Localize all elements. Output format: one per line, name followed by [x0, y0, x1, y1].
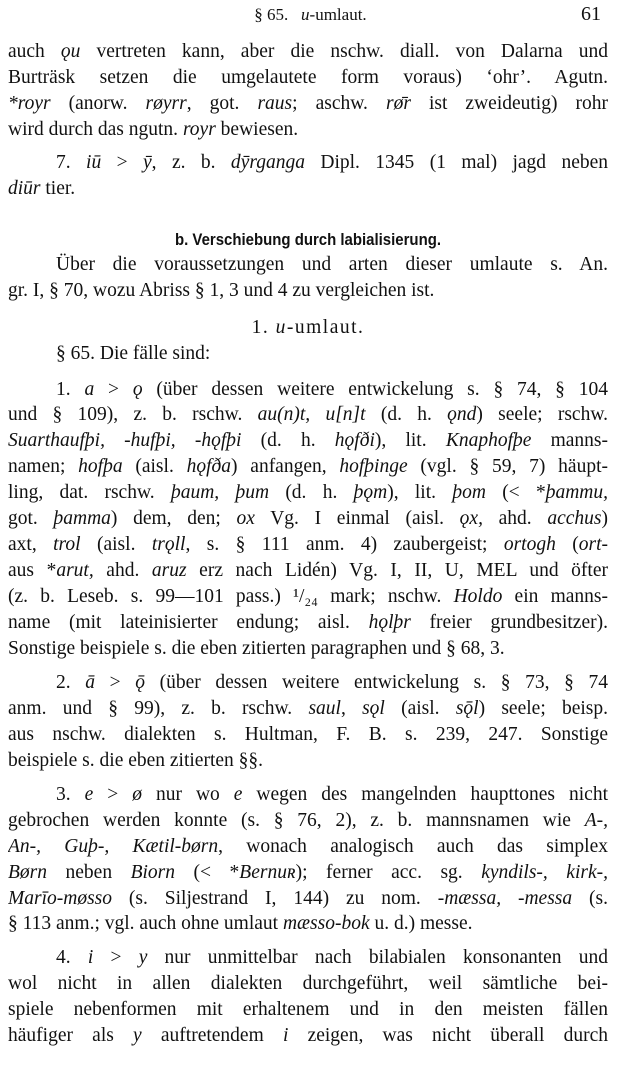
text-run: anm. und § 99), z. b. rschw. [8, 698, 309, 719]
text-run: ahd. [482, 508, 548, 529]
italic-run: An-, Guþ-, Kætil-børn [8, 836, 219, 857]
italic-run: iū [86, 152, 102, 173]
text-run: ist zweideutig) rohr [410, 93, 608, 114]
italic-run: ø [132, 784, 142, 805]
text-line [8, 696, 608, 722]
text-run: (vgl. § 59, 7) häupt- [407, 456, 608, 477]
text-run: 1. [251, 317, 276, 338]
italic-run: rø̄r [385, 93, 411, 114]
text-line [8, 39, 608, 65]
section-heading: b. Verschiebung durch labialisierung. [174, 230, 442, 249]
italic-run: hǫfði [334, 430, 375, 451]
text-run: , [340, 698, 363, 719]
running-title-rest: -umlaut. [309, 5, 367, 24]
text-line [56, 150, 608, 176]
italic-run: ortogh [503, 534, 556, 555]
italic-run: trol [53, 534, 81, 555]
text-line [8, 911, 608, 937]
text-line [8, 584, 608, 610]
text-line [8, 65, 608, 91]
text-line [8, 636, 608, 662]
italic-run: ǫnd [447, 404, 477, 425]
text-run: ( [555, 534, 579, 555]
text-run: ), lit. [374, 430, 446, 451]
text-run: 2. [56, 672, 86, 693]
italic-run: þǫm [353, 482, 388, 503]
text-run: -umlaut. [286, 317, 365, 338]
text-run: gebrochen werden konnte (s. § 76, 2), z. b. mannsnamen wie [8, 810, 585, 831]
text-line [8, 808, 608, 834]
italic-run: y [138, 947, 148, 968]
text-line [8, 278, 608, 304]
italic-run: ǫ [132, 379, 143, 400]
italic-run: *royr [8, 93, 51, 114]
text-line [8, 997, 608, 1023]
text-run: (über dessen weitere entwickelung s. § 73, § 74 [145, 672, 608, 693]
italic-run: trǫll [151, 534, 186, 555]
italic-run: A-, [584, 810, 608, 831]
text-run: (anorw. [50, 93, 146, 114]
text-run: auftretendem [141, 1025, 283, 1046]
text-run: (aisl. [80, 534, 152, 555]
text-line [8, 91, 608, 117]
text-line [56, 377, 608, 403]
italic-run: aruz [151, 560, 187, 581]
italic-run: Bernuʀ [239, 862, 296, 883]
text-line [56, 341, 608, 367]
text-run: (aisl. [122, 456, 187, 477]
italic-run: i [282, 1025, 289, 1046]
text-run: u. d.) messe. [369, 913, 473, 934]
text-run: zeigen, was nicht überall durch [288, 1025, 608, 1046]
text-run: nur wo [141, 784, 234, 805]
text-run: manns- [531, 430, 608, 451]
text-run: § 113 anm.; vgl. auch ohne umlaut [8, 913, 283, 934]
italic-run: Knaphofþe [445, 430, 532, 451]
text-run: (z. b. Leseb. s. 99—101 pass.) ¹/₂₄ mark; nschw. [8, 586, 454, 607]
italic-run: ort- [578, 534, 608, 555]
text-run: ); ferner acc. sg. [295, 862, 482, 883]
italic-run: arut, [56, 560, 94, 581]
text-run: , s. § 111 anm. 4) zaubergeist; [185, 534, 504, 555]
text-run: spiele nebenformen mit erhaltenem und in den meisten fällen [8, 999, 608, 1020]
italic-run: sǫl [362, 698, 385, 719]
text-line [8, 532, 608, 558]
italic-run: hofþa [78, 456, 123, 477]
text-line [56, 252, 608, 278]
text-line [8, 886, 608, 912]
text-line [8, 971, 608, 997]
italic-run: raus [257, 93, 293, 114]
text-run: vertreten kann, aber die nschw. diall. von Dalarna und [80, 41, 608, 62]
text-run: 4. [56, 947, 88, 968]
text-run: erz nach Lidén) Vg. I, II, U, MEL und öfter [186, 560, 608, 581]
text-run: beispiele s. die eben zitierten §§. [8, 750, 264, 771]
text-run: Dipl. 1345 (1 mal) jagd neben [304, 152, 608, 173]
text-run: (< * [175, 862, 240, 883]
text-run: aus nschw. dialekten s. Hultman, F. B. s. 239, 247. Sonstige [8, 724, 608, 745]
text-run: 3. [56, 784, 85, 805]
italic-run: Biorn [130, 862, 176, 883]
text-run: (über dessen weitere entwickelung s. § 74, § 104 [142, 379, 608, 400]
text-run: Sonstige beispiele s. die eben zitierten paragraphen und § 68, 3. [8, 638, 505, 659]
italic-run: ǭ [135, 672, 145, 693]
text-run: ling, dat. rschw. [8, 482, 171, 503]
text-run: ; aschw. [292, 93, 386, 114]
italic-run: þaum, þum [170, 482, 270, 503]
italic-run: i [87, 947, 94, 968]
text-run: auch [8, 41, 61, 62]
text-run: tier. [40, 178, 76, 199]
italic-run: hofþinge [339, 456, 408, 477]
running-head [0, 3, 621, 27]
text-run: got. [8, 508, 54, 529]
italic-run: hǫlþr [368, 612, 411, 633]
page-number: 61 [581, 3, 601, 25]
running-title-italic: u [301, 5, 310, 24]
text-run: ) dem, den; [110, 508, 237, 529]
text-line [56, 945, 608, 971]
text-run: bewiesen. [215, 119, 299, 140]
italic-run: ā [85, 672, 95, 693]
text-line [8, 558, 608, 584]
text-run: name (mit lateinisierter endung; aisl. [8, 612, 369, 633]
text-run: ein manns- [502, 586, 608, 607]
italic-run: þammu, [545, 482, 608, 503]
italic-run: diūr [8, 178, 41, 199]
italic-run: u [275, 317, 287, 338]
text-line [8, 480, 608, 506]
text-run: namen; [8, 456, 79, 477]
italic-run: Suarthaufþi, -hufþi, -hǫfþi [8, 430, 242, 451]
text-line [56, 670, 608, 696]
text-line [8, 454, 608, 480]
subsection-heading [8, 315, 608, 341]
text-run: (d. h. [269, 482, 354, 503]
text-line [8, 834, 608, 860]
italic-run: Holdo [453, 586, 503, 607]
italic-run: au(n)t, u[n]t [257, 404, 366, 425]
text-run: 7. [56, 152, 87, 173]
text-line [8, 748, 608, 774]
text-run: Vg. I einmal (aisl. [254, 508, 460, 529]
text-run: neben [47, 862, 131, 883]
text-run: axt, [8, 534, 54, 555]
italic-run: ǫu [60, 41, 81, 62]
text-run: > [95, 672, 136, 693]
text-run: ) anfangen, [231, 456, 340, 477]
italic-run: røyrr [145, 93, 187, 114]
text-run: aus * [8, 560, 57, 581]
text-run: wol nicht in allen dialekten durchgeführt, weil sämtliche bei- [8, 973, 608, 994]
text-run: wird durch das ngutn. [8, 119, 183, 140]
text-run: Über die voraussetzungen und arten dieser umlaute s. An. [56, 254, 608, 275]
italic-run: Marīo-møsso [8, 888, 113, 909]
text-run: (aisl. [384, 698, 456, 719]
text-line [8, 722, 608, 748]
text-run: > [93, 947, 139, 968]
italic-run: þom [452, 482, 486, 503]
text-run: > [94, 379, 133, 400]
italic-run: saul [308, 698, 341, 719]
text-run: wegen des mangelnden haupttones nicht [242, 784, 608, 805]
italic-run: ȳ [143, 152, 152, 173]
text-run: , wonach analogisch auch das simplex [218, 836, 608, 857]
text-run: Burträsk setzen die umgelautete form voraus) ‘ohr’. Agutn. [8, 67, 608, 88]
italic-run: e [233, 784, 243, 805]
text-line [8, 610, 608, 636]
text-run: (d. h. [241, 430, 335, 451]
italic-run: royr [182, 119, 216, 140]
text-line [8, 176, 608, 202]
text-run: freier grundbesitzer). [410, 612, 608, 633]
text-run: , z. b. [151, 152, 231, 173]
italic-run: sǭl [455, 698, 479, 719]
italic-run: kyndils-, kirk-, [481, 862, 608, 883]
italic-run: Børn [8, 862, 47, 883]
text-run: 1. [56, 379, 85, 400]
text-run: > [101, 152, 144, 173]
text-run: ), lit. [387, 482, 453, 503]
text-run: und § 109), z. b. rschw. [8, 404, 258, 425]
text-run: ) [601, 508, 608, 529]
text-run: > [93, 784, 133, 805]
text-line [8, 117, 608, 143]
running-section: § 65. [254, 5, 289, 24]
text-run: häufiger als [8, 1025, 134, 1046]
italic-run: ox [236, 508, 255, 529]
text-run: (s. [572, 888, 608, 909]
italic-run: þamma [53, 508, 111, 529]
italic-run: mæsso-bok [282, 913, 370, 934]
text-run: nur unmittelbar nach bilabialen konsonanten und [147, 947, 608, 968]
text-line [8, 1023, 608, 1049]
italic-run: acchus [547, 508, 602, 529]
text-line [56, 782, 608, 808]
text-run: (< * [485, 482, 546, 503]
italic-run: ǫx, [459, 508, 483, 529]
text-run: ) seele; rschw. [476, 404, 608, 425]
text-run: (d. h. [365, 404, 448, 425]
text-run: § 65. Die fälle sind: [56, 343, 211, 364]
italic-run: a [84, 379, 95, 400]
text-run: , got. [186, 93, 258, 114]
text-line [8, 860, 608, 886]
italic-run: hǫfða [186, 456, 232, 477]
running-title [0, 5, 621, 25]
text-run: (s. Siljestrand I, 144) zu nom. [112, 888, 438, 909]
text-line [8, 402, 608, 428]
text-run: ahd. [93, 560, 152, 581]
italic-run: -mæssa, -messa [437, 888, 573, 909]
text-run: gr. I, § 70, wozu Abriss § 1, 3 und 4 zu vergleichen ist. [8, 280, 435, 301]
italic-run: dȳrganga [230, 152, 305, 173]
text-line [8, 428, 608, 454]
text-line [8, 506, 608, 532]
italic-run: e [84, 784, 94, 805]
text-run: ) seele; beisp. [478, 698, 608, 719]
italic-run: y [133, 1025, 142, 1046]
